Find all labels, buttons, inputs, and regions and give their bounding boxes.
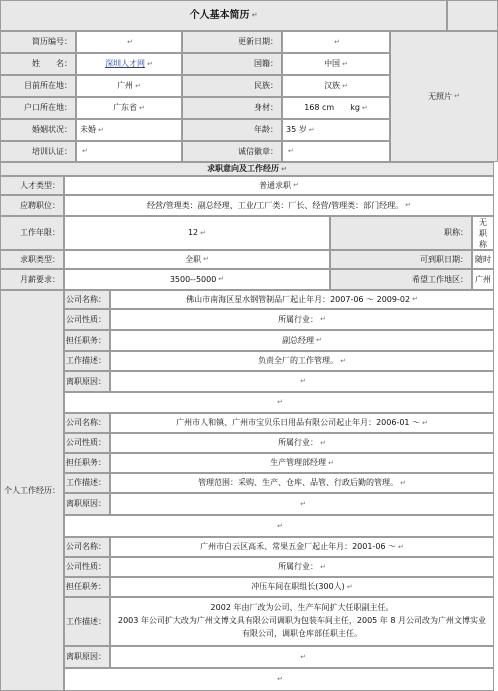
exp2-company-value: 广州市人和镇、广州市宝贝乐日用品有限公司起止年月：2006-01 ～ ↵ <box>110 413 494 433</box>
exp3-role-label: 担任职务： <box>64 577 110 597</box>
honor-value: ↵ <box>282 141 390 162</box>
exp3-reason-value: ↵ <box>110 646 494 668</box>
exp1-role-value: 副总经理 ↵ <box>110 330 494 351</box>
update-label: 更新日期： <box>182 31 282 53</box>
exp3-reason-label: 离职原因： <box>64 646 110 668</box>
update-value: ↵ <box>282 31 390 53</box>
page-title: 个人基本简历 ↵ <box>0 0 447 31</box>
exp3-company-value: 广州市白云区高禾、常果五金厂起止年月：2001-06 ～ ↵ <box>110 537 494 557</box>
hukou-label: 户口所在地： <box>0 97 76 119</box>
exp1-role-label: 担任职务： <box>64 330 110 351</box>
ethnicity-value: 汉族 ↵ <box>282 75 390 97</box>
exp3-nature-value: 所属行业： ↵ <box>110 557 494 577</box>
exp1-reason-label: 离职原因： <box>64 371 110 392</box>
exp2-spacer: ↵ <box>64 515 494 537</box>
arrive-value: 随时 <box>472 250 494 269</box>
training-value: ↵ <box>76 141 182 162</box>
training-label: 培训认证： <box>0 141 76 162</box>
name-value: 深圳人才网 ↵ <box>76 53 182 75</box>
height-value: 168 cm kg ↵ <box>282 97 390 119</box>
photo-box: 无照片 ↵ <box>390 31 498 162</box>
exp2-desc-value: 管理范围：采购、生产、仓库、品管、行政后勤的管理。 ↵ <box>110 473 494 493</box>
salary-value: 3500--5000 ↵ <box>64 269 330 290</box>
years-value: 12 ↵ <box>64 216 330 250</box>
name-link[interactable]: 深圳人才网 <box>105 59 146 68</box>
exp2-reason-label: 离职原因： <box>64 493 110 515</box>
job-section-title: 求职意向及工作经历 ↵ <box>0 162 494 176</box>
exp3-role-value: 冲压车间在职组长(300人) ↵ <box>110 577 494 597</box>
title-side-cell <box>447 0 498 31</box>
talent-type-label: 人才类型： <box>0 176 64 195</box>
region-label: 希望工作地区： <box>330 269 472 290</box>
salary-label: 月薪要求： <box>0 269 64 290</box>
exp1-spacer: ↵ <box>64 392 494 413</box>
job-title-label: 职称： <box>330 216 472 250</box>
job-type-value: 全职 ↵ <box>64 250 330 269</box>
height-label: 身材： <box>182 97 282 119</box>
exp2-nature-value: 所属行业： ↵ <box>110 433 494 453</box>
years-label: 工作年限： <box>0 216 64 250</box>
hukou-value: 广东省 ↵ <box>76 97 182 119</box>
ethnicity-label: 民族： <box>182 75 282 97</box>
exp3-desc-value <box>110 597 494 646</box>
exp1-nature-label: 公司性质： <box>64 309 110 330</box>
title-text: 个人基本简历 <box>189 9 250 21</box>
exp1-nature-value: 所属行业： ↵ <box>110 309 494 330</box>
exp2-reason-value: ↵ <box>110 493 494 515</box>
job-title-value: 无职称 <box>472 216 494 250</box>
exp3-desc-line2: 2003 年公司扩大改为广州文博文具有限公司调职为包装车间主任，2005 年 8 月公司改为广州文博实业有限公司，调职仓库部任职主任。 <box>118 616 486 638</box>
exp1-company-value: 佛山市南海区星水钢管制品厂起止年月：2007-06 ～ 2009-02 ↵ <box>110 290 494 309</box>
resume-no-label: 简历编号： <box>0 31 76 53</box>
exp2-role-label: 担任职务： <box>64 453 110 473</box>
exp1-desc-value: 负责全厂的工作管理。 ↵ <box>110 351 494 371</box>
exp2-company-label: 公司名称： <box>64 413 110 433</box>
exp2-desc-label: 工作描述： <box>64 473 110 493</box>
exp3-desc-line1: 2002 年由厂改为公司、生产车间扩大任职副主任。 <box>210 603 394 612</box>
honor-label: 诚信徽章： <box>182 141 282 162</box>
exp3-spacer: ↵ <box>64 668 494 691</box>
region-value: 广州 <box>472 269 494 290</box>
exp3-nature-label: 公司性质： <box>64 557 110 577</box>
age-value: 35 岁 ↵ <box>282 119 390 141</box>
location-label: 目前所在地： <box>0 75 76 97</box>
talent-type-value: 普通求职 ↵ <box>64 176 494 195</box>
marital-value: 未婚 ↵ <box>76 119 182 141</box>
exp3-company-label: 公司名称： <box>64 537 110 557</box>
position-value: 经营/管理类：副总经理、工业/工厂类：厂长、经营/管理类：部门经理。 ↵ <box>64 195 494 216</box>
exp2-role-value: 生产管理部经理 ↵ <box>110 453 494 473</box>
experience-label: 个人工作经历： <box>0 290 64 691</box>
exp2-nature-label: 公司性质： <box>64 433 110 453</box>
nationality-label: 国籍： <box>182 53 282 75</box>
marital-label: 婚姻状况： <box>0 119 76 141</box>
name-label: 姓 名： <box>0 53 76 75</box>
resume-no-value: ↵ <box>76 31 182 53</box>
exp1-reason-value: ↵ <box>110 371 494 392</box>
location-value: 广州 ↵ <box>76 75 182 97</box>
age-label: 年龄： <box>182 119 282 141</box>
exp3-desc-label: 工作描述： <box>64 597 110 646</box>
job-type-label: 求职类型： <box>0 250 64 269</box>
nationality-value: 中国 ↵ <box>282 53 390 75</box>
arrive-label: 可到职日期： <box>330 250 472 269</box>
exp1-company-label: 公司名称： <box>64 290 110 309</box>
exp1-desc-label: 工作描述： <box>64 351 110 371</box>
position-label: 应聘职位： <box>0 195 64 216</box>
